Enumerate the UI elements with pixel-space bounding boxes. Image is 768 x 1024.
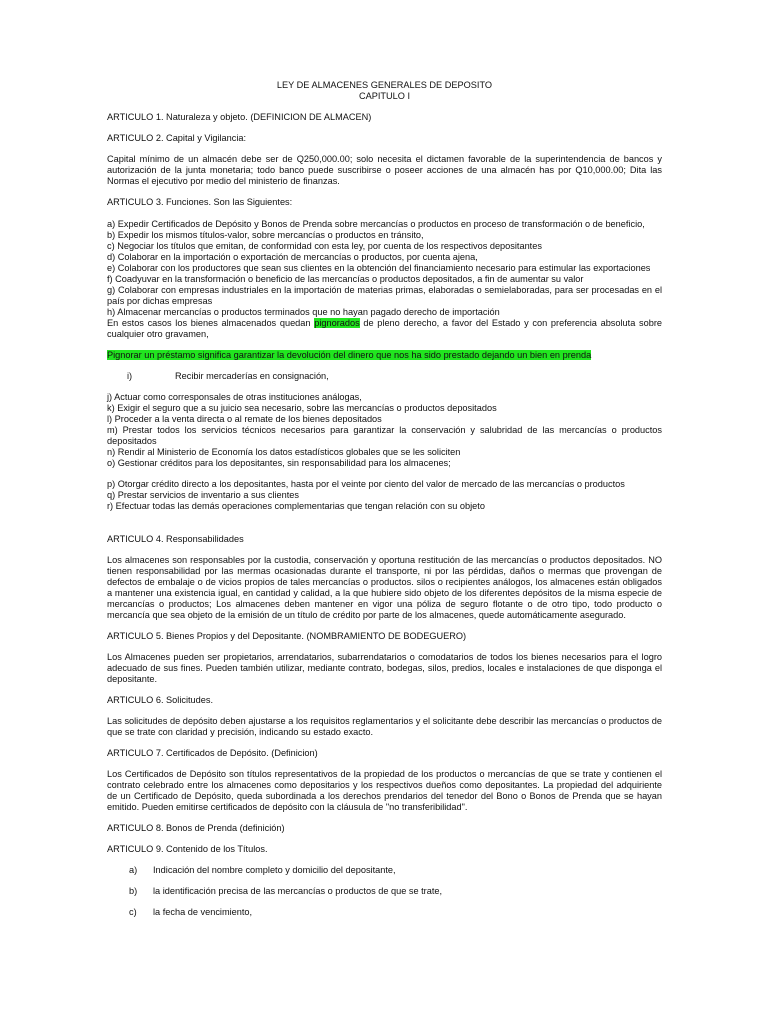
chapter-heading: CAPITULO I (358, 91, 411, 101)
article-4-body: Los almacenes son responsables por la custodia, conservación y oportuna restitución de las mercancías o productos depositados. NO tienen responsabilidad por las mermas ocasionadas durante el transporte, ni por las pérdidas, daños o mermas que provengan de defectos de embalaje o de vicios propios de tales mercancías o productos. silos o recipientes análogos, los almacenes están obligados a mantener una existencia igual, en cantidad y calidad, a la que hubiere sido objeto de los diferentes depósitos de la misma especie de mercancías o productos; Los almacenes deben mantener en vigor una póliza de seguro flotante o de otro tipo, todo producto o mercancía que sea objeto de la emisión de un título de crédito por parte de los almacenes, quede automáticamente asegurado. (107, 555, 662, 620)
function-item-i (107, 371, 662, 382)
article-6-body: Las solicitudes de depósito deben ajustarse a los requisitos reglamentarios y el solicitante debe describir las mercancías o productos de que se trate con claridad y precisión, indicando su estado exacto. (107, 716, 662, 737)
list-item: e) Colaborar con los productores que sean sus clientes en la obtención del financiamiento necesario para estimular las exportaciones (107, 263, 651, 273)
item-i-text: Recibir mercaderías en consignación, (175, 371, 329, 381)
list-item: d) Colaborar en la importación o exportación de mercancías o productos, por cuenta ajena, (107, 252, 478, 262)
item-text: la fecha de vencimiento, (153, 907, 253, 917)
article-9-list (107, 865, 662, 918)
list-item (107, 886, 662, 897)
item-text: la identificación precisa de las mercancías o productos de que se trate, (153, 886, 443, 896)
article-7-heading: ARTICULO 7. Certificados de Depósito. (Definicion) (107, 748, 318, 758)
pledge-text-before: En estos casos los bienes almacenados quedan (107, 318, 315, 328)
item-text: Indicación del nombre completo y domicilio del depositante, (153, 865, 396, 875)
list-item: q) Prestar servicios de inventario a sus clientes (107, 490, 299, 500)
article-5-heading: ARTICULO 5. Bienes Propios y del Depositante. (NOMBRAMIENTO DE BODEGUERO) (107, 631, 467, 641)
highlight-note-text: Pignorar un préstamo significa garantizar la devolución del dinero que nos ha sido prestado dejando un bien en prenda (107, 350, 592, 360)
article-8: ARTICULO 8. Bonos de Prenda (definición) (107, 823, 285, 833)
list-item: g) Colaborar con empresas industriales en la importación de materias primas, elaboradas o semielaboradas, para ser procesadas en el país por dichas empresas (107, 285, 662, 306)
list-item: f) Coadyuvar en la transformación o beneficio de las mercancías o productos depositados, a fin de aumentar su valor (107, 274, 584, 284)
list-item: j) Actuar como corresponsales de otras instituciones análogas, (107, 392, 362, 402)
functions-list-a-h (107, 219, 662, 318)
highlight-note (107, 350, 662, 361)
list-item: p) Otorgar crédito directo a los depositantes, hasta por el veinte por ciento del valor de mercado de las mercancías o productos (107, 479, 625, 489)
list-item: l) Proceder a la venta directa o al remate de los bienes depositados (107, 414, 382, 424)
document-body (107, 80, 662, 928)
list-item: h) Almacenar mercancías o productos terminados que no hayan pagado derecho de importación (107, 307, 500, 317)
article-7-body: Los Certificados de Depósito son títulos representativos de la propiedad de los productos o mercancías de que se trate y contienen el contrato celebrado entre los almacenes como depositarios y los respectivos dueños como depositantes. La propiedad del adquiriente de un Certificado de Depósito, queda subordinada a los derechos prendarios del tenedor del Bono o Bonos de Prenda que se hayan emitido. Pueden emitirse certificados de depósito con la cláusula de "no transferibilidad". (107, 769, 662, 812)
list-item: b) Expedir los mismos títulos-valor, sobre mercancías o productos en tránsito, (107, 230, 424, 240)
list-item (107, 865, 662, 876)
article-9-heading: ARTICULO 9. Contenido de los Títulos. (107, 844, 268, 854)
item-label: c) (129, 907, 137, 917)
functions-list-p-r (107, 479, 662, 512)
article-5-body: Los Almacenes pueden ser propietarios, arrendatarios, subarrendatarios o comodatarios de todos los bienes necesarios para el logro adecuado de sus fines. Pueden también utilizar, mediante contrato, bodegas, silos, predios, locales e instalaciones de que disponga el depositante. (107, 652, 662, 684)
article-1: ARTICULO 1. Naturaleza y objeto. (DEFINICION DE ALMACEN) (107, 112, 372, 122)
item-label: b) (129, 886, 138, 896)
list-item: c) Negociar los títulos que emitan, de conformidad con esta ley, por cuenta de los respectivos depositantes (107, 241, 542, 251)
list-item: k) Exigir el seguro que a su juicio sea necesario, sobre las mercancías o productos depositados (107, 403, 497, 413)
list-item: m) Prestar todos los servicios técnicos necesarios para garantizar la conservación y salubridad de las mercancías o productos depositados (107, 425, 662, 446)
list-item: n) Rendir al Ministerio de Economía los datos estadísticos globales que se les soliciten (107, 447, 461, 457)
item-label: a) (129, 865, 138, 875)
list-item: a) Expedir Certificados de Depósito y Bonos de Prenda sobre mercancías o productos en proceso de transformación o de beneficio, (107, 219, 645, 229)
article-2-heading: ARTICULO 2. Capital y Vigilancia: (107, 133, 247, 143)
article-6-heading: ARTICULO 6. Solicitudes. (107, 695, 214, 705)
article-2-body: Capital mínimo de un almacén debe ser de Q250,000.00; solo necesita el dictamen favorable de la superintendencia de bancos y autorización de la junta monetaria; todo banco puede suscribirse o poseer acciones de una almacén has por Q10,000.00; Dita las Normas el ejecutivo por medio del ministerio de finanzas. (107, 154, 662, 186)
article-3-heading: ARTICULO 3. Funciones. Son las Siguientes: (107, 197, 293, 207)
functions-list-j-o (107, 392, 662, 469)
list-item: r) Efectuar todas las demás operaciones complementarias que tengan relación con su objeto (107, 501, 485, 511)
pledge-highlighted-word: pignorados (314, 318, 360, 328)
article-4-heading: ARTICULO 4. Responsabilidades (107, 534, 244, 544)
list-item: o) Gestionar créditos para los depositantes, sin responsabilidad para los almacenes; (107, 458, 451, 468)
item-i-label: i) (127, 371, 133, 381)
pledge-paragraph (107, 318, 662, 340)
list-item (107, 907, 662, 918)
pledge-text-after: de pleno derecho, a favor del Estado y con preferencia absoluta sobre cualquier otro gravamen, (107, 318, 662, 339)
document-title: LEY DE ALMACENES GENERALES DE DEPOSITO (276, 80, 493, 90)
